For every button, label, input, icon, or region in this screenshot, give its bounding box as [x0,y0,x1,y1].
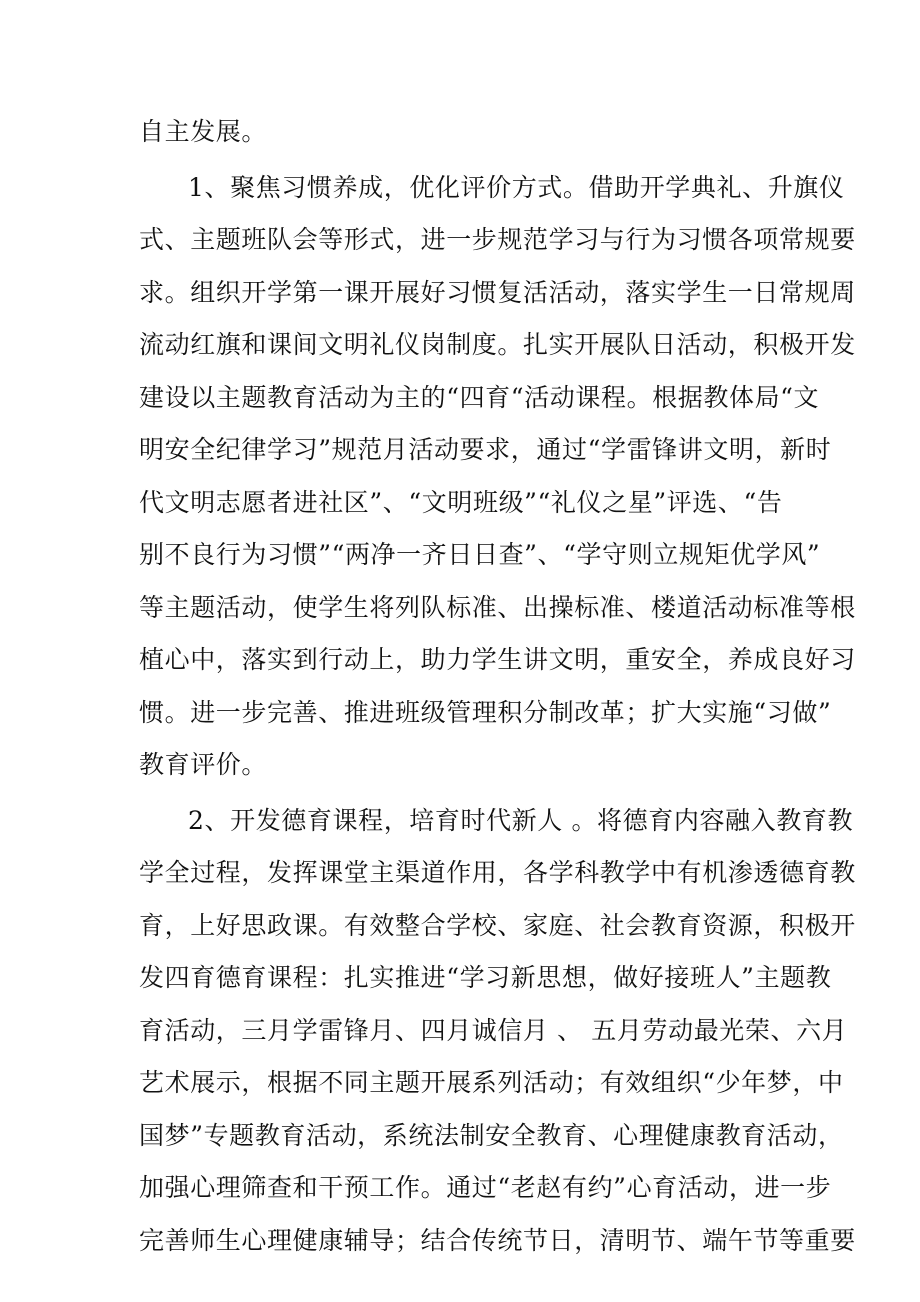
text-line: 完善师生心理健康辅导；结合传统节日，清明节、端午节等重要 [139,1226,856,1255]
text-line: 发四育德育课程：扎实推进“学习新思想，做好接班人”主题教 [139,963,832,992]
text-line: 明安全纪律学习”规范月活动要求，通过“学雷锋讲文明，新时 [139,435,832,464]
paragraph-2-first-line: 2、开发德育课程，培育时代新人 。将德育内容融入教育教 [188,806,854,835]
text-line: 加强心理筛查和干预工作。通过“老赵有约”心育活动，进一步 [139,1173,832,1202]
text-line: 求。组织开学第一课开展好习惯复活活动，落实学生一日常规周 [139,278,856,307]
text-line: 自主发展。 [139,117,268,146]
text-line: 教育评价。 [139,750,268,779]
text-line: 育活动，三月学雷锋月、四月诚信月 、 五月劳动最光荣、六月 [139,1016,848,1045]
text-line: 别不良行为习惯”“两净一齐日日查”、“学守则立规矩优学风” [139,540,821,569]
text-line: 育，上好思政课。有效整合学校、家庭、社会教育资源，积极开 [139,911,856,940]
text-line: 艺术展示，根据不同主题开展系列活动；有效组织“少年梦，中 [139,1068,844,1097]
text-line: 建设以主题教育活动为主的“四育“活动课程。根据教体局“文 [139,383,820,412]
text-line: 流动红旗和课间文明礼仪岗制度。扎实开展队日活动，积极开发 [139,330,856,359]
text-line: 学全过程，发挥课堂主渠道作用，各学科教学中有机渗透德育教 [139,858,856,887]
text-line: 等主题活动，使学生将列队标准、出操标准、楼道活动标准等根 [139,593,856,622]
text-line: 代文明志愿者进社区”、“文明班级”“礼仪之星”评选、“告 [139,488,783,517]
text-line: 惯。进一步完善、推进班级管理积分制改革；扩大实施“习做” [139,698,832,727]
paragraph-1-first-line: 1、聚焦习惯养成，优化评价方式。借助开学典礼、升旗仪 [188,173,845,202]
text-line: 植心中，落实到行动上，助力学生讲文明，重安全，养成良好习 [139,645,856,674]
text-line: 式、主题班队会等形式，进一步规范学习与行为习惯各项常规要 [139,225,856,254]
text-line: 国梦”专题教育活动，系统法制安全教育、心理健康教育活动， [139,1121,844,1150]
